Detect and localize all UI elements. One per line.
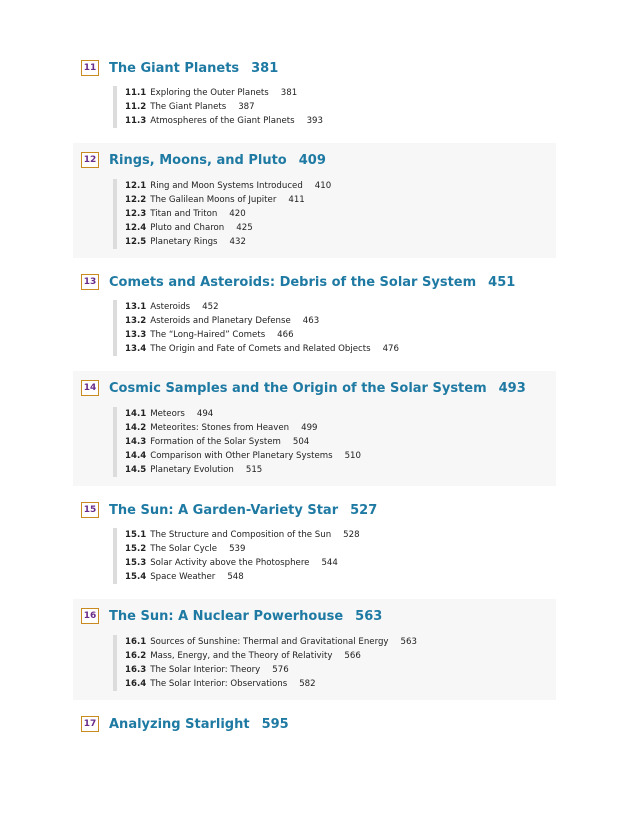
chapter-heading[interactable]	[81, 606, 382, 626]
section-title[interactable]: Planetary Evolution	[150, 465, 234, 475]
section-page: 420	[229, 209, 246, 219]
section-item[interactable]	[125, 328, 399, 342]
section-title[interactable]: Mass, Energy, and the Theory of Relativity	[150, 651, 333, 661]
section-item[interactable]	[125, 570, 360, 584]
section-number: 12.5	[125, 237, 147, 247]
section-item[interactable]	[125, 300, 399, 314]
chapter-17	[73, 714, 556, 736]
chapter-page: 409	[298, 152, 326, 168]
section-list	[113, 407, 361, 477]
section-item[interactable]	[125, 677, 417, 691]
chapter-page: 563	[355, 608, 383, 624]
section-item[interactable]	[125, 421, 361, 435]
chapter-15	[73, 500, 556, 588]
section-item[interactable]	[125, 542, 360, 556]
section-title[interactable]: The Structure and Composition of the Sun	[150, 530, 332, 540]
chapter-12	[73, 143, 556, 258]
section-page: 476	[382, 344, 399, 354]
chapter-title[interactable]: The Giant Planets	[109, 60, 240, 76]
section-item[interactable]	[125, 649, 417, 663]
chapter-heading[interactable]	[81, 272, 515, 292]
chapter-title[interactable]: The Sun: A Nuclear Powerhouse	[109, 608, 344, 624]
section-item[interactable]	[125, 463, 361, 477]
section-number: 11.1	[125, 88, 147, 98]
section-page: 463	[302, 316, 320, 326]
section-number: 15.4	[125, 572, 147, 582]
chapter-14	[73, 371, 556, 486]
section-title[interactable]: Atmospheres of the Giant Planets	[150, 116, 295, 126]
section-item[interactable]	[125, 435, 361, 449]
section-page: 432	[229, 237, 246, 247]
section-page: 494	[196, 409, 214, 419]
section-number: 14.2	[125, 423, 147, 433]
section-title[interactable]: The “Long-Haired” Comets	[150, 330, 266, 340]
section-title[interactable]: The Giant Planets	[150, 102, 227, 112]
section-page: 563	[400, 637, 417, 647]
section-item[interactable]	[125, 207, 331, 221]
section-item[interactable]	[125, 407, 361, 421]
section-number: 11.2	[125, 102, 147, 112]
section-number: 12.2	[125, 195, 147, 205]
chapter-title[interactable]: Comets and Asteroids: Debris of the Solar System	[109, 274, 477, 290]
section-number: 13.3	[125, 330, 147, 340]
section-title[interactable]: Formation of the Solar System	[150, 437, 281, 447]
section-number: 15.3	[125, 558, 147, 568]
section-number: 13.2	[125, 316, 147, 326]
section-title[interactable]: Meteors	[150, 409, 185, 419]
chapter-page: 493	[498, 380, 526, 396]
section-list	[113, 86, 323, 128]
chapter-number-badge: 12	[81, 152, 99, 168]
section-page: 515	[245, 465, 263, 475]
section-list	[113, 179, 331, 249]
section-page: 411	[288, 195, 305, 205]
chapter-page: 595	[261, 716, 289, 732]
section-title[interactable]: Asteroids	[150, 302, 191, 312]
section-list	[113, 300, 399, 356]
section-page: 499	[301, 423, 318, 433]
section-title[interactable]: Solar Activity above the Photosphere	[150, 558, 310, 568]
section-title[interactable]: The Solar Interior: Observations	[150, 679, 288, 689]
section-page: 528	[343, 530, 360, 540]
section-title[interactable]: The Origin and Fate of Comets and Related Objects	[150, 344, 371, 354]
section-page: 566	[344, 651, 361, 661]
section-number: 16.3	[125, 665, 147, 675]
section-title[interactable]: Sources of Sunshine: Thermal and Gravitational Energy	[150, 637, 389, 647]
chapter-heading[interactable]	[81, 150, 326, 170]
section-number: 12.4	[125, 223, 147, 233]
section-item[interactable]	[125, 221, 331, 235]
chapter-number-badge: 15	[81, 502, 99, 518]
section-page: 582	[299, 679, 316, 689]
chapter-number-badge: 14	[81, 380, 99, 396]
chapter-13	[73, 272, 556, 360]
section-title[interactable]: The Solar Cycle	[150, 544, 218, 554]
section-item[interactable]	[125, 235, 331, 249]
section-item[interactable]	[125, 314, 399, 328]
chapter-heading[interactable]	[81, 58, 278, 78]
section-page: 510	[344, 451, 361, 461]
chapter-heading[interactable]	[81, 378, 526, 398]
section-number: 14.3	[125, 437, 147, 447]
section-number: 16.1	[125, 637, 147, 647]
section-page: 410	[314, 181, 332, 191]
section-page: 576	[272, 665, 289, 675]
section-list	[113, 635, 417, 691]
section-title[interactable]: Comparison with Other Planetary Systems	[150, 451, 333, 461]
section-item[interactable]	[125, 528, 360, 542]
section-number: 13.1	[125, 302, 147, 312]
chapter-page: 451	[488, 274, 516, 290]
section-number: 16.2	[125, 651, 147, 661]
chapter-heading[interactable]	[81, 714, 289, 734]
section-number: 14.4	[125, 451, 147, 461]
section-number: 11.3	[125, 116, 147, 126]
section-item[interactable]	[125, 193, 331, 207]
section-item[interactable]	[125, 663, 417, 677]
section-title[interactable]: Meteorites: Stones from Heaven	[150, 423, 290, 433]
section-title[interactable]: Planetary Rings	[150, 237, 218, 247]
section-page: 425	[236, 223, 253, 233]
section-number: 16.4	[125, 679, 147, 689]
section-item[interactable]	[125, 114, 323, 128]
chapter-title[interactable]: Rings, Moons, and Pluto	[109, 152, 287, 168]
section-title[interactable]: The Galilean Moons of Jupiter	[150, 195, 277, 205]
chapter-title[interactable]: Cosmic Samples and the Origin of the Solar System	[109, 380, 487, 396]
section-item[interactable]	[125, 635, 417, 649]
section-item[interactable]	[125, 449, 361, 463]
section-number: 12.1	[125, 181, 147, 191]
section-page: 539	[229, 544, 246, 554]
chapter-number-badge: 11	[81, 60, 99, 76]
chapter-page: 527	[350, 502, 378, 518]
section-title[interactable]: Asteroids and Planetary Defense	[150, 316, 291, 326]
chapter-title[interactable]: The Sun: A Garden-Variety Star	[109, 502, 339, 518]
section-page: 544	[321, 558, 338, 568]
section-number: 14.1	[125, 409, 147, 419]
chapter-page: 381	[251, 60, 279, 76]
section-number: 15.1	[125, 530, 147, 540]
chapter-number-badge: 17	[81, 716, 99, 732]
section-title[interactable]: Ring and Moon Systems Introduced	[150, 181, 303, 191]
section-page: 504	[292, 437, 310, 447]
section-title[interactable]: Pluto and Charon	[150, 223, 225, 233]
section-number: 12.3	[125, 209, 147, 219]
section-page: 387	[238, 102, 255, 112]
section-item[interactable]	[125, 342, 399, 356]
chapter-title[interactable]: Analyzing Starlight	[109, 716, 250, 732]
section-page: 548	[227, 572, 244, 582]
chapter-11	[73, 58, 556, 133]
chapter-16	[73, 599, 556, 700]
section-item[interactable]	[125, 86, 323, 100]
section-item[interactable]	[125, 100, 323, 114]
section-title[interactable]: Titan and Triton	[150, 209, 218, 219]
section-title[interactable]: Space Weather	[150, 572, 216, 582]
section-list	[113, 528, 360, 584]
section-page: 452	[202, 302, 219, 312]
section-page: 393	[306, 116, 323, 126]
section-number: 14.5	[125, 465, 147, 475]
chapter-number-badge: 16	[81, 608, 99, 624]
section-title[interactable]: Exploring the Outer Planets	[150, 88, 269, 98]
section-page: 381	[280, 88, 298, 98]
chapter-heading[interactable]	[81, 500, 377, 520]
section-item[interactable]	[125, 179, 331, 193]
section-title[interactable]: The Solar Interior: Theory	[150, 665, 261, 675]
chapter-number-badge: 13	[81, 274, 99, 290]
section-page: 466	[277, 330, 294, 340]
section-number: 13.4	[125, 344, 147, 354]
section-item[interactable]	[125, 556, 360, 570]
section-number: 15.2	[125, 544, 147, 554]
